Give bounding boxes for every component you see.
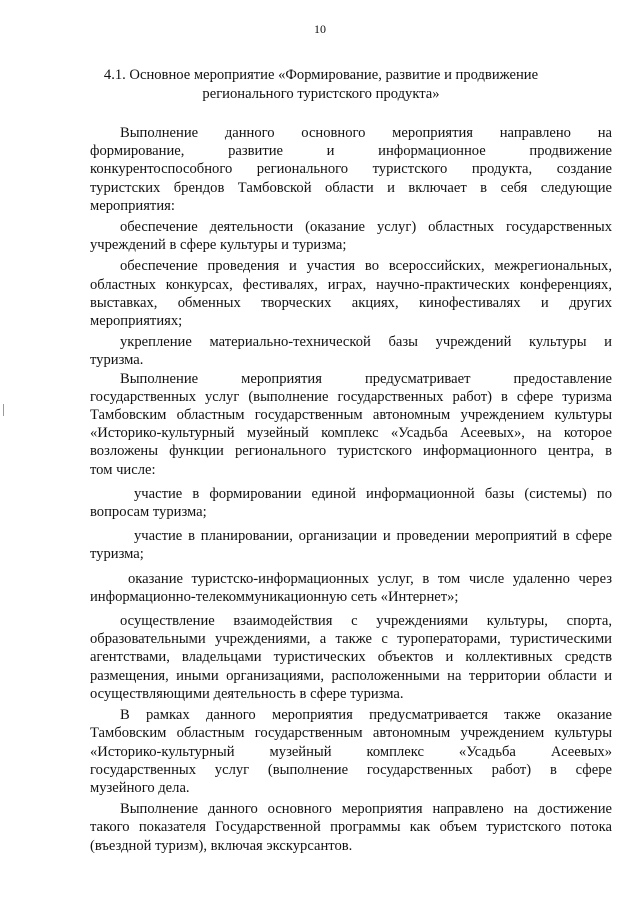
paragraph-line: выставках, обменных творческих акциях, кинофестивалях и других [90,294,612,311]
paragraph-line: осуществление взаимодействия с учреждениями культуры, спорта, [120,613,612,630]
paragraph-line: В рамках данного мероприятия предусматривается также оказание [120,707,612,724]
paragraph-line: размещения, иными организациями, расположенными на территории области и [90,667,612,684]
paragraph-p1 [90,124,612,215]
paragraph-line: мероприятия: [90,197,175,214]
scan-margin-mark [3,404,4,416]
paragraph-line: обеспечение деятельности (оказание услуг) областных государственных [120,219,612,236]
paragraph-line: возложены функции регионального туристского информационного центра, в [90,443,612,460]
paragraph-line: конкурентоспособного регионального туристского продукта, создание [90,161,612,178]
paragraph-p8 [90,570,612,606]
section-heading [90,66,552,103]
paragraph-line: Выполнение мероприятия предусматривает предоставление [120,370,612,387]
paragraph-line: том числе: [90,461,156,478]
paragraph-p11 [90,800,612,855]
paragraph-line: осуществляющими деятельность в сфере туризма. [90,685,404,702]
paragraph-line: (въездной туризм), включая экскурсантов. [90,837,353,854]
paragraph-p5 [90,370,612,479]
paragraph-line: государственных услуг (выполнение государственных работ) в сфере [90,761,612,778]
paragraph-p10 [90,706,612,797]
paragraph-line: участие в планировании, организации и проведении мероприятий в сфере [134,528,612,545]
paragraph-line: государственных услуг (выполнение государственных работ) в сфере туризма [90,388,612,405]
paragraph-line: областных конкурсах, фестивалях, играх, научно-практических конференциях, [90,276,612,293]
paragraph-line: оказание туристско-информационных услуг, в том числе удаленно через [128,570,612,587]
section-heading-line: регионального туристского продукта» [202,85,440,102]
paragraph-p2 [90,218,612,254]
paragraph-p3 [90,257,612,330]
paragraph-line: Тамбовским областным государственным автономным учреждением культуры [90,407,612,424]
paragraph-p9 [90,612,612,703]
paragraph-line: «Историко-культурный музейный комплекс «Усадьба Асеевых», на которое [90,425,612,442]
paragraph-line: туристских брендов Тамбовской области и включает в себя следующие [90,179,612,196]
paragraph-line: формирование, развитие и информационное продвижение [90,143,612,160]
paragraph-p7 [90,527,612,563]
paragraph-line: такого показателя Государственной программы как объем туристского потока [90,819,612,836]
paragraph-line: Выполнение данного основного мероприятия направлено на достижение [120,801,612,818]
paragraph-line: участие в формировании единой информационной базы (системы) по [134,485,612,502]
paragraph-line: музейного дела. [90,779,190,796]
page-number: 10 [314,22,326,36]
paragraph-p6 [90,485,612,521]
paragraph-line: агентствами, владельцами туристических объектов и коллективных средств [90,649,612,666]
paragraph-line: туризма. [90,352,144,369]
paragraph-line: учреждений в сфере культуры и туризма; [90,237,347,254]
paragraph-p4 [90,333,612,369]
paragraph-line: Выполнение данного основного мероприятия направлено на [120,125,612,141]
paragraph-line: укрепление материально-технической базы учреждений культуры и [120,334,612,351]
section-heading-line: 4.1. Основное мероприятие «Формирование, развитие и продвижение [103,67,539,83]
paragraph-line: туризма; [90,546,144,563]
paragraph-line: вопросам туризма; [90,504,207,521]
paragraph-line: обеспечение проведения и участия во всероссийских, межрегиональных, [120,258,612,275]
paragraph-line: «Историко-культурный музейный комплекс «Усадьба Асеевых» [90,743,612,760]
paragraph-line: образовательными учреждениями, а также с туроператорами, туристическими [90,631,612,648]
paragraph-line: информационно-телекоммуникационную сеть «Интернет»; [90,588,459,605]
paragraph-line: Тамбовским областным государственным автономным учреждением культуры [90,725,612,742]
body-text [90,124,612,855]
paragraph-line: мероприятиях; [90,313,183,330]
